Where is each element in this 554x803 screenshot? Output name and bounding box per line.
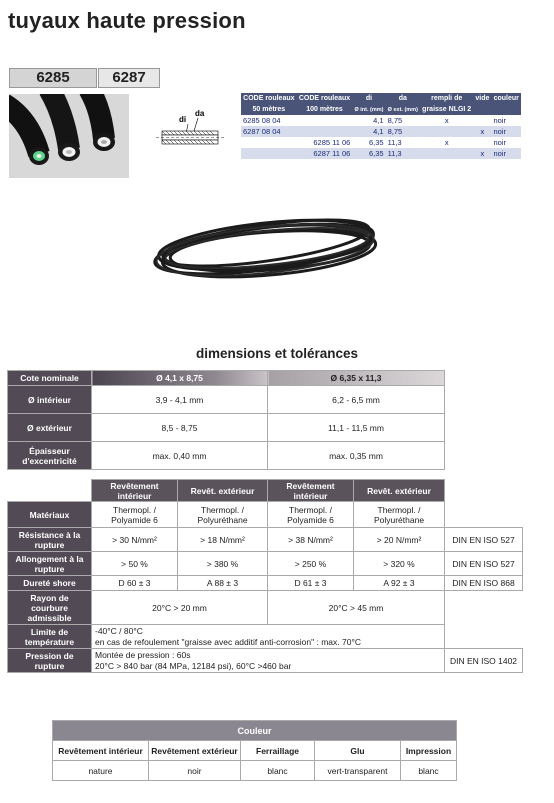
ref-cell: 6,35: [368, 138, 384, 147]
mat-cell: Thermopl. / Polyamide 6: [268, 502, 354, 528]
couleur-header: Revêtement extérieur: [149, 741, 241, 761]
res-cell: > 18 N/mm²: [178, 528, 268, 552]
ref-cell: [241, 148, 297, 159]
dur-cell: A 92 ± 3: [354, 576, 445, 591]
row-label-allongement: Allongement à la rupture: [8, 552, 92, 576]
ref-subheader-code100: 100 mètres: [297, 104, 353, 115]
hose-coil-image: [148, 205, 388, 287]
couleur-value: noir: [149, 761, 241, 781]
couleur-table: [52, 720, 457, 781]
col-header: Revêt. extérieur: [354, 480, 445, 502]
norm-durete: DIN EN ISO 868: [445, 576, 523, 591]
ref-header-da: da: [386, 93, 420, 104]
ray-2: 20°C > 45 mm: [268, 591, 445, 625]
ref-cell: [473, 137, 491, 148]
all-cell: > 50 %: [92, 552, 178, 576]
ref-cell: [297, 126, 353, 137]
all-cell: > 380 %: [178, 552, 268, 576]
da-label: da: [195, 109, 205, 118]
col-header: Revêt. extérieur: [178, 480, 268, 502]
ext-2: 11,1 - 11,5 mm: [268, 414, 445, 442]
ref-cell: [297, 115, 353, 126]
ref-subheader-couleur: [491, 104, 521, 115]
ref-cell: x: [473, 148, 491, 159]
norm-allongement: DIN EN ISO 527: [445, 552, 523, 576]
norm-pression: DIN EN ISO 1402: [445, 649, 523, 673]
epais-1: max. 0,40 mm: [92, 442, 268, 470]
row-label-rayon: Rayon de courbure admissible: [8, 591, 92, 625]
ref-cell: x: [444, 116, 449, 125]
hose-cross-section-photo: [9, 94, 129, 178]
couleur-header: Impression: [401, 741, 457, 761]
couleur-header: Ferraillage: [241, 741, 315, 761]
couleur-value: vert-transparent: [315, 761, 401, 781]
row-label-materiaux: Matériaux: [8, 502, 92, 528]
dur-cell: D 60 ± 3: [92, 576, 178, 591]
ref-header-code100: CODE rouleaux: [297, 93, 353, 104]
couleur-header: Glu: [315, 741, 401, 761]
couleur-title: Couleur: [53, 721, 457, 741]
section-title: dimensions et tolérances: [195, 346, 359, 361]
ext-1: 8,5 - 8,75: [92, 414, 268, 442]
code-tab-6285[interactable]: 6285: [9, 68, 97, 88]
ref-cell: 6285 11 06: [313, 138, 351, 147]
ref-cell: noir: [493, 116, 506, 125]
ref-cell: noir: [491, 126, 521, 137]
ref-subheader-code50: 50 mètres: [241, 104, 297, 115]
page-title: tuyaux haute pression: [8, 8, 246, 33]
row-label-epaisseur: Épaisseur d'excentricité: [8, 442, 92, 470]
ref-cell: 11,3: [386, 148, 420, 159]
ref-cell: [420, 126, 473, 137]
ref-cell: [420, 148, 473, 159]
row-label-ext: Ø extérieur: [8, 414, 92, 442]
dimensions-table: [7, 370, 523, 673]
di-label: di: [179, 115, 187, 124]
ref-cell: noir: [491, 148, 521, 159]
ref-subheader-di: Ø int. (mm): [352, 104, 385, 115]
ref-cell: 4,1: [352, 126, 385, 137]
row-label-limite: Limite de température: [8, 625, 92, 649]
ref-cell: 6287 11 06: [297, 148, 353, 159]
ref-cell: 8,75: [387, 116, 403, 125]
ray-1: 20°C > 20 mm: [92, 591, 268, 625]
col-header: Revêtement intérieur: [92, 480, 178, 502]
row-label-resistance: Résistance à la rupture: [8, 528, 92, 552]
lim-line-2: en cas de refoulement "graisse avec additif anti-corrosion" : max. 70°C: [95, 636, 361, 647]
ref-header-rempli: rempli de: [420, 93, 473, 104]
ref-cell: noir: [493, 138, 506, 147]
dur-cell: A 88 ± 3: [178, 576, 268, 591]
dur-cell: D 61 ± 3: [268, 576, 354, 591]
couleur-value: blanc: [401, 761, 457, 781]
cote-2: Ø 6,35 x 11,3: [268, 371, 445, 386]
ref-cell: 6285 08 04: [243, 116, 281, 125]
couleur-value: nature: [53, 761, 149, 781]
pre-line-1: Montée de pression : 60s: [95, 649, 191, 660]
mat-cell: Thermopl. / Polyuréthane: [354, 502, 445, 528]
ref-cell: x: [473, 126, 491, 137]
ref-cell: 6,35: [352, 148, 385, 159]
ref-cell: [473, 115, 491, 126]
int-2: 6,2 - 6,5 mm: [268, 386, 445, 414]
row-label-int: Ø intérieur: [8, 386, 92, 414]
int-1: 3,9 - 4,1 mm: [92, 386, 268, 414]
row-label-pression: Pression de rupture: [8, 649, 92, 673]
lim-line-1: -40°C / 80°C: [95, 625, 143, 636]
ref-header-vide: vide: [473, 93, 491, 104]
ref-cell: x: [444, 138, 449, 147]
cote-1: Ø 4,1 x 8,75: [92, 371, 268, 386]
ref-cell: 4,1: [373, 116, 384, 125]
res-cell: > 20 N/mm²: [354, 528, 445, 552]
pre-cell: [92, 649, 445, 673]
col-header: Revêtement intérieur: [268, 480, 354, 502]
mat-cell: Thermopl. / Polyuréthane: [178, 502, 268, 528]
row-label-durete: Dureté shore: [8, 576, 92, 591]
ref-subheader-vide: [473, 104, 491, 115]
reference-table: [241, 93, 521, 159]
code-tab-6287[interactable]: 6287: [98, 68, 160, 88]
ref-subheader-rempli: graisse NLGI 2: [420, 104, 473, 115]
epais-2: max. 0,35 mm: [268, 442, 445, 470]
lim-cell: [92, 625, 445, 649]
couleur-value: blanc: [241, 761, 315, 781]
couleur-header: Revêtement intérieur: [53, 741, 149, 761]
all-cell: > 320 %: [354, 552, 445, 576]
ref-cell: 6287 08 04: [241, 126, 297, 137]
all-cell: > 250 %: [268, 552, 354, 576]
ref-cell: 8,75: [386, 126, 420, 137]
ref-cell: 11,3: [387, 138, 402, 147]
ref-header-code50: CODE rouleaux: [241, 93, 297, 104]
mat-cell: Thermopl. / Polyamide 6: [92, 502, 178, 528]
res-cell: > 30 N/mm²: [92, 528, 178, 552]
ref-header-di: di: [352, 93, 385, 104]
pre-line-2: 20°C > 840 bar (84 MPa, 12184 psi), 60°C >460 bar: [95, 660, 292, 671]
res-cell: > 38 N/mm²: [268, 528, 354, 552]
hose-schematic-diagram: [148, 104, 236, 162]
row-label-cote: Cote nominale: [8, 371, 92, 386]
ref-subheader-da: Ø ext. (mm): [386, 104, 420, 115]
norm-resistance: DIN EN ISO 527: [445, 528, 523, 552]
ref-cell: [241, 137, 297, 148]
ref-header-couleur: couleur: [491, 93, 521, 104]
